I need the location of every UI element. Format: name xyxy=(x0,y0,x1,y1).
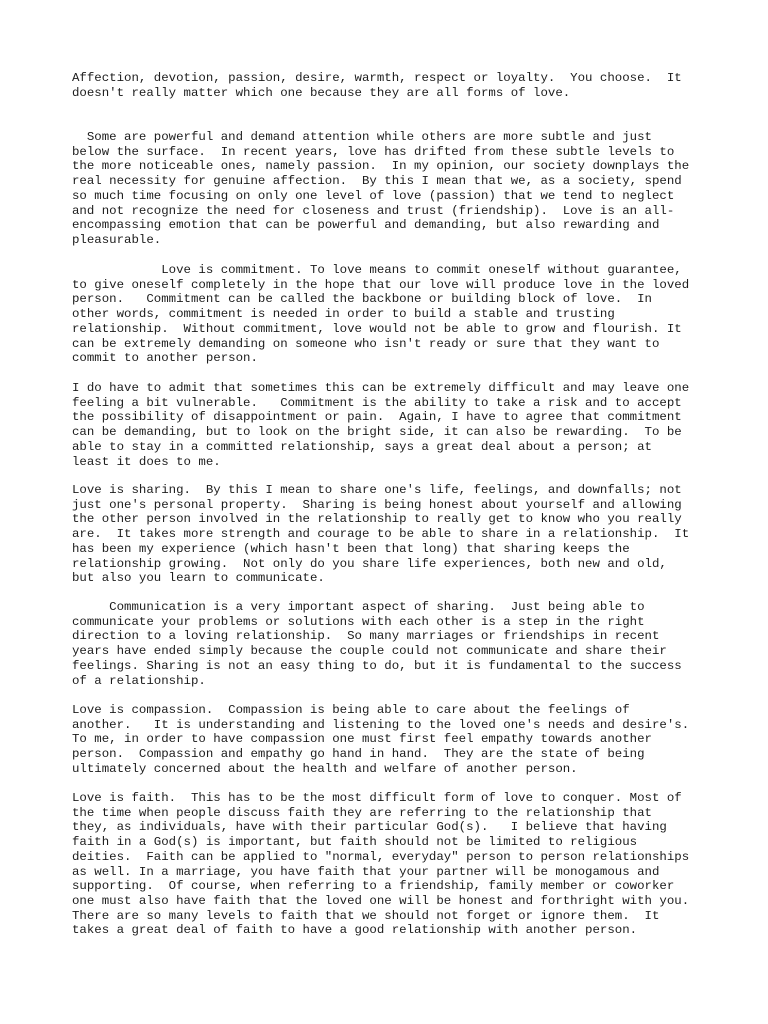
paragraph-communication: Communication is a very important aspect of sharing. Just being able to communicate your problems or solutions with each other is a step in the right direction to a loving relationship. So many marriages or friendships in recent years have ended simply because the couple could not communicate and share their feelings. Sharing is not an easy thing to do, but it is fundamental to the success of a relationship. xyxy=(72,600,682,688)
paragraph-faith: Love is faith. This has to be the most difficult form of love to conquer. Most of the time when people discuss faith they are referring to the relationship that they, as individuals, have with their particular God(s). I believe that having faith in a God(s) is important, but faith should not be limited to religious deities. Faith can be applied to "normal, everyday" person to person relationships as well. In a marriage, you have faith that your partner will be monogamous and supporting. Of course, when referring to a friendship, family member or coworker one must also have faith that the loved one will be honest and forthright with you. There are so many levels to faith that we should not forget or ignore them. It takes a great deal of faith to have a good relationship with another person. xyxy=(72,791,690,938)
paragraph-levels-of-love: Some are powerful and demand attention while others are more subtle and just below the surface. In recent years, love has drifted from these subtle levels to the more noticeable ones, namely passion. In my opinion, our society downplays the real necessity for genuine affection. By this I mean that we, as a society, spend so much time focusing on only one level of love (passion) that we tend to neglect and not recognize the need for closeness and trust (friendship). Love is an all- encompassing emotion that can be powerful and demanding, but also rewarding and pleasurable. xyxy=(72,130,690,247)
paragraph-intro: Affection, devotion, passion, desire, warmth, respect or loyalty. You choose. It doesn't really matter which one because they are all forms of love. xyxy=(72,71,682,100)
paragraph-vulnerability: I do have to admit that sometimes this can be extremely difficult and may leave one feeling a bit vulnerable. Commitment is the ability to take a risk and to accept the possibility of disappointment or pain. Again, I have to agree that commitment can be demanding, but to look on the bright side, it can also be rewarding. To be able to stay in a committed relationship, says a great deal about a person; at least it does to me. xyxy=(72,381,690,469)
paragraph-sharing: Love is sharing. By this I mean to share one's life, feelings, and downfalls; not just one's personal property. Sharing is being honest about yourself and allowing the other person involved in the relationship to really get to know who you really are. It takes more strength and courage to be able to share in a relationship. It has been my experience (which hasn't been that long) that sharing keeps the relationship growing. Not only do you share life experiences, both new and old, but also you learn to communicate. xyxy=(72,483,690,586)
paragraph-compassion: Love is compassion. Compassion is being able to care about the feelings of another. It is understanding and listening to the loved one's needs and desire's. To me, in order to have compassion one must first feel empathy towards another person. Compassion and empathy go hand in hand. They are the state of being ultimately concerned about the health and welfare of another person. xyxy=(72,703,690,776)
paragraph-commitment: Love is commitment. To love means to commit oneself without guarantee, to give oneself completely in the hope that our love will produce love in the loved person. Commitment can be called the backbone or building block of love. In other words, commitment is needed in order to build a stable and trusting relationship. Without commitment, love would not be able to grow and flourish. It can be extremely demanding on someone who isn't ready or sure that they want to commit to another person. xyxy=(72,263,690,366)
